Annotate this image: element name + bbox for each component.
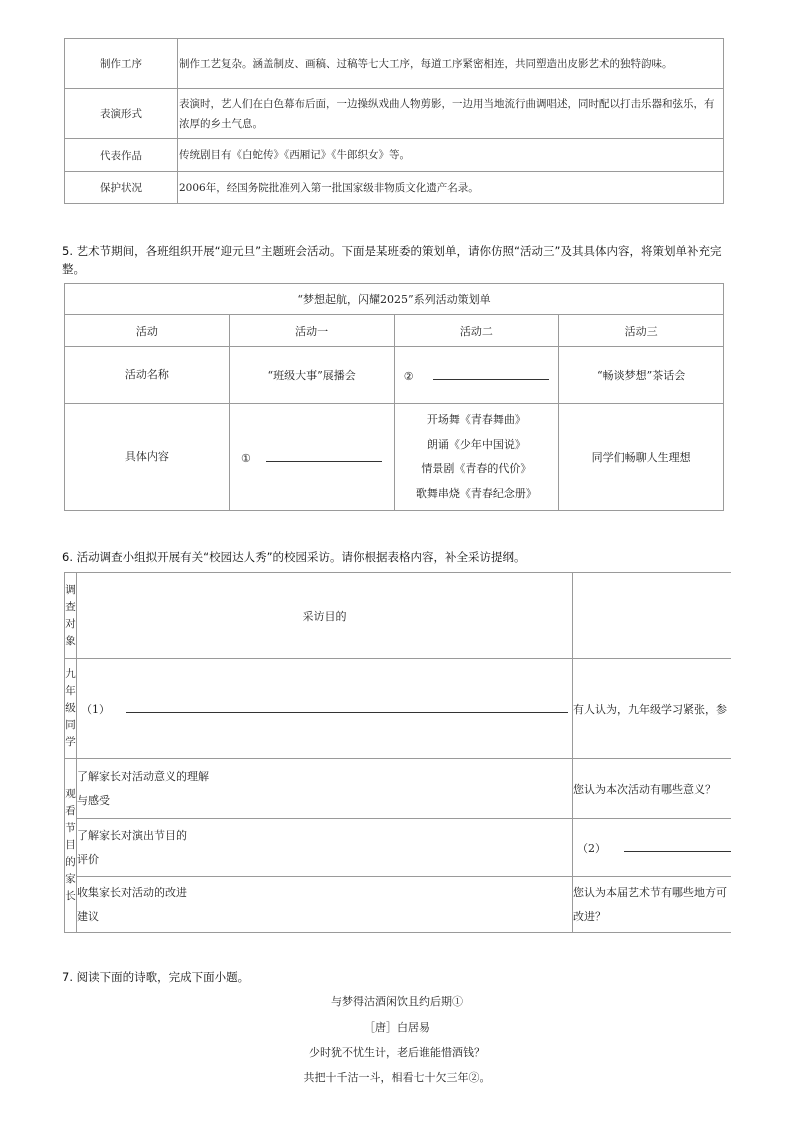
row-text: 制作工艺复杂。涵盖制皮、画稿、过稿等七大工序，每道工序紧密相连，共同塑造出皮影艺术的独特韵味。	[178, 39, 724, 89]
row-label: 代表作品	[65, 139, 178, 172]
activity-3-content: 同学们畅聊人生理想	[559, 404, 724, 511]
program-item: 开场舞《青春舞曲》	[426, 413, 526, 426]
row2-purpose: 了解家长对活动意义的理解与感受	[77, 759, 573, 819]
program-item: 歌舞串烧《青春纪念册》	[415, 486, 537, 500]
question-6: 6. 活动调查小组拟开展有关“校园达人秀”的校园采访。请你根据表格内容，补全采访提纲。	[62, 550, 526, 564]
poem-author: ［唐］白居易	[364, 1021, 430, 1034]
row2-question: 您认为本次活动有哪些意义？	[573, 759, 754, 819]
object-ninth-grade: 九年级同学	[65, 659, 77, 759]
activity-2-header: 活动二	[394, 315, 559, 347]
intangible-heritage-table	[64, 38, 724, 204]
activity-3-name: “畅谈梦想”茶话会	[559, 347, 724, 404]
row1-purpose-cell	[77, 659, 573, 759]
question-7: 7. 阅读下面的诗歌，完成下面小题。	[62, 970, 250, 984]
activity-3-header: 活动三	[559, 315, 724, 347]
answer-blank-1[interactable]	[266, 449, 382, 462]
row-label: 制作工序	[65, 39, 178, 89]
name-label: 活动名称	[65, 347, 230, 404]
row3-purpose: 了解家长对演出节目的评价	[77, 819, 573, 877]
activity-2-name-cell	[394, 347, 559, 404]
poem-line: 共把十千沽一斗，相看七十欠三年②。	[303, 1071, 491, 1084]
activity-1-content-cell	[229, 404, 394, 511]
content-label: 具体内容	[65, 404, 230, 511]
row-label: 表演形式	[65, 89, 178, 139]
header-question	[573, 573, 754, 659]
row4-purpose: 收集家长对活动的改进建议	[77, 877, 573, 933]
row-text: 传统剧目有《白蛇传》《西厢记》《牛郎织女》等。	[178, 139, 724, 172]
row-label: 保护状况	[65, 172, 178, 204]
activity-1-header: 活动一	[229, 315, 394, 347]
blank-marker-q6-1: （1）	[81, 703, 110, 716]
activity-plan-table	[64, 283, 724, 511]
header-object: 调查对象	[65, 573, 77, 659]
object-parents: 观看节目的家长	[65, 759, 77, 933]
plan-title: “梦想起航，闪耀2025”系列活动策划单	[65, 284, 724, 315]
blank-marker-2: ②	[403, 370, 414, 383]
activity-1-name: “班级大事”展播会	[229, 347, 394, 404]
col-header: 活动	[65, 315, 230, 347]
program-item: 朗诵《少年中国说》	[426, 437, 526, 451]
interview-outline-table	[64, 572, 754, 933]
row4-question: 您认为本届艺术节有哪些地方可改进？	[573, 877, 754, 933]
blank-marker-1: ①	[240, 452, 251, 465]
poem-line: 少时犹不忧生计，老后谁能惜酒钱？	[309, 1046, 485, 1059]
row-text: 表演时，艺人们在白色幕布后面，一边操纵戏曲人物剪影，一边用当地流行曲调唱述，同时配以打击乐器和弦乐，有浓厚的乡土气息。	[178, 89, 724, 139]
activity-2-content	[394, 404, 559, 511]
program-item: 情景剧《青春的代价》	[421, 462, 532, 475]
blank-marker-q6-2: （2）	[577, 842, 606, 855]
row1-question: 有人认为，九年级学习紧张，参	[573, 659, 754, 759]
poem-title: 与梦得沽酒闲饮且约后期①	[331, 995, 463, 1008]
page-edge-mask	[731, 570, 794, 940]
row-text: 2006年，经国务院批准列入第一批国家级非物质文化遗产名录。	[178, 172, 724, 204]
row3-question-cell	[573, 819, 754, 877]
answer-blank-q6-1[interactable]	[126, 700, 568, 713]
header-purpose: 采访目的	[77, 573, 573, 659]
answer-blank-2[interactable]	[433, 367, 549, 380]
question-5: 5. 艺术节期间，各班组织开展“迎元旦”主题班会活动。下面是某班委的策划单，请你仿照“活动三”及其具体内容，将策划单补充完整。	[62, 244, 722, 276]
